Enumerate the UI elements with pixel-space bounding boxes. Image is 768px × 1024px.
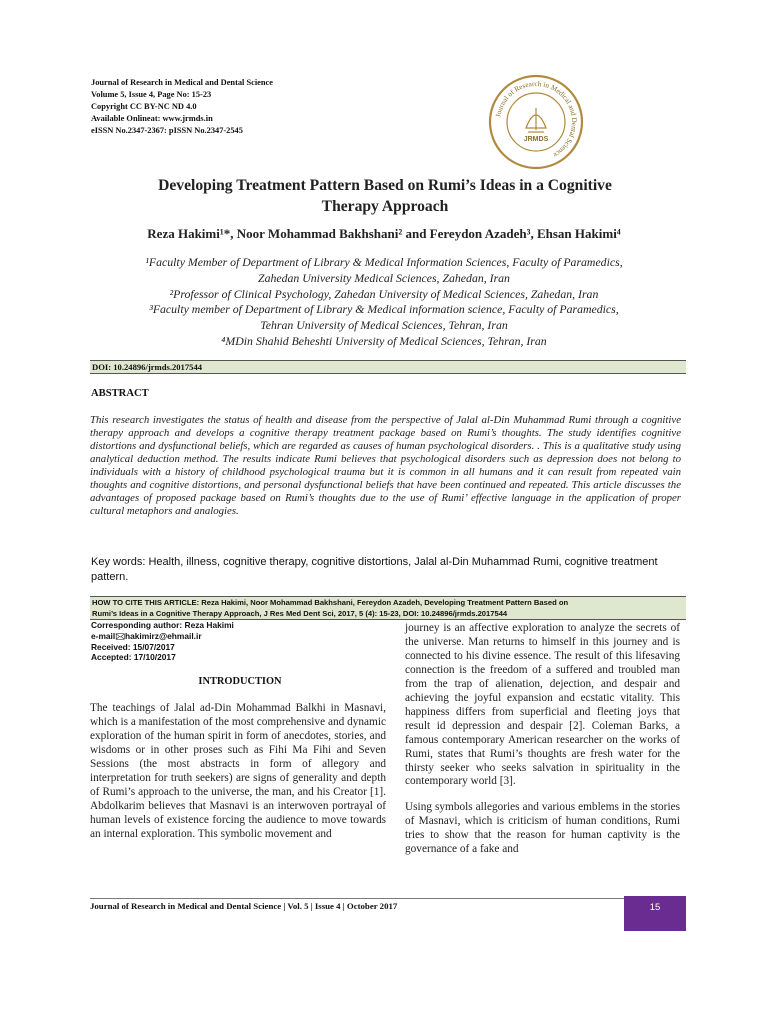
keywords-label: Key words: <box>91 556 146 568</box>
footer-divider <box>90 898 624 899</box>
journal-copyright: Copyright CC BY-NC ND 4.0 <box>91 102 197 111</box>
footer-journal-info: Journal of Research in Medical and Dental Science | Vol. 5 | Issue 4 | October 2017 <box>90 901 398 911</box>
citation-line-2: Rumi’s Ideas in a Cognitive Therapy Approach, J Res Med Dent Sci, 2017, 5 (4): 15-23, DOI: 10.24896/jrmds.2017544 <box>92 609 508 618</box>
seal-ring-text: Journal of Research in Medical and Dental Science <box>494 79 579 160</box>
body-column-right <box>405 622 680 857</box>
article-meta <box>91 620 391 663</box>
received-date: Received: 15/07/2017 <box>91 641 175 652</box>
page-number-box <box>624 896 686 931</box>
affiliations <box>60 255 708 350</box>
keywords-list: Health, illness, cognitive therapy, cognitive distortions, Jalal al-Din Muhammad Rumi, cognitive treatment pattern. <box>91 556 658 583</box>
citation-box <box>90 596 686 620</box>
article-title <box>90 175 680 217</box>
journal-info <box>91 77 471 137</box>
accepted-date: Accepted: 17/10/2017 <box>91 652 176 663</box>
intro-paragraph: journey is an affective exploration to analyze the secrets of the universe. Man returns to himself in this journey and is connected to his divine essence. The result of this lifesaving connection is the freedom of a suffered and troubled man from the trap of alienation, dejection, and despair and achieving the joyful expansion and ecstatic vitality. This happiness differs from superficial and fleeting joys that result id depression and despair [2]. Coleman Barks, a famous contemporary American researcher on the works of Rumi, states that Rumi’s thoughts are fresh water for the thirsty seeker who seeks salvation in spirituality in the contemporary world [3]. <box>405 622 680 788</box>
body-column-left <box>90 702 386 842</box>
journal-volume: Volume 5, Issue 4, Page No: 15-23 <box>91 90 212 99</box>
corresponding-author: Corresponding author: Reza Hakimi <box>91 620 234 630</box>
author-email[interactable]: e-mail🖂hakimirz@ehmail.ir <box>91 630 202 641</box>
journal-available-online: Available Onlineat: www.jrmds.in <box>91 114 213 123</box>
affiliation-line: Tehran University of Medical Sciences, Tehran, Iran <box>260 318 508 333</box>
abstract-heading: ABSTRACT <box>91 388 149 399</box>
citation-line-1: HOW TO CITE THIS ARTICLE: Reza Hakimi, Noor Mohammad Bakhshani, Fereydon Azadeh, Developing Treatment Pattern Based on <box>92 598 569 607</box>
intro-paragraph: The teachings of Jalal ad-Din Mohammad Balkhi in Masnavi, which is a manifestation of the most comprehensive and dynamic exploration of the human spirit in form of anecdotes, stories, and wisdoms or in other proses such as Fihi Ma Fihi and Seven Sessions (the most abstracts in form of allegory and interpretation for truth seekers) are signs of generality and depth of Rumi’s approach to the universe, the man, and his Creator [1]. Abdolkarim believes that Masnavi is an interwoven portrayal of human levels of existence forcing the audience to move towards an internal exploration. This symbolic movement and <box>90 702 386 840</box>
affiliation-line: ¹Faculty Member of Department of Library & Medical Information Sciences, Faculty of Paramedics, <box>145 255 623 269</box>
journal-seal-logo <box>486 72 586 172</box>
keywords <box>91 555 683 584</box>
seal-abbreviation: JRMDS <box>523 136 549 143</box>
affiliation-line: ³Faculty member of Department of Library & Medical information science, Faculty of Paramedics, <box>149 302 619 317</box>
affiliation-line: ²Professor of Clinical Psychology, Zahedan University of Medical Sciences, Zahedan, Iran <box>169 286 599 301</box>
affiliation-line: Zahedan University Medical Sciences, Zahedan, Iran <box>258 270 510 285</box>
author-list: Reza Hakimi¹*, Noor Mohammad Bakhshani² and Fereydon Azadeh³, Ehsan Hakimi⁴ <box>147 226 621 241</box>
title-line-2: Therapy Approach <box>321 198 449 215</box>
affiliation-line: ⁴MDin Shahid Beheshti University of Medical Sciences, Tehran, Iran <box>221 333 547 348</box>
journal-name: Journal of Research in Medical and Dental Science <box>91 78 273 87</box>
journal-issn: eISSN No.2347-2367: pISSN No.2347-2545 <box>91 126 243 135</box>
introduction-heading: INTRODUCTION <box>198 676 282 687</box>
intro-paragraph: Using symbols allegories and various emblems in the stories of Masnavi, which is criticism of human conditions, Rumi tries to show that the reason for human captivity is the governance of a fake and <box>405 801 680 856</box>
title-line-1: Developing Treatment Pattern Based on Rumi’s Ideas in a Cognitive <box>158 177 612 194</box>
doi-bar[interactable]: DOI: 10.24896/jrmds.2017544 <box>90 360 686 374</box>
abstract-text: This research investigates the status of health and disease from the perspective of Jalal al-Din Muhammad Rumi through a cognitive therapy approach and develops a cognitive therapy treatment package based on Rumi’s thoughts. The study identifies cognitive distortions and dysfunctional beliefs, which are regarded as causes of human psychological disorders. . This is a qualitative study using analytical deduction method. The results indicate Rumi believes that psychological disorders such as depression does not belong to individuals with a history of childhood psychological trauma but it is common in all humans and it can result from repeated vain thoughts and cognitive distortions, and personal dysfunctional beliefs that have been continued and repeated. This article discusses the advantages of proposed package based on Rumi’s thoughts due to the use of Rumi’ effective language in the application of proper cultural metaphors and analogies. <box>90 414 681 517</box>
page-number: 15 <box>649 902 661 913</box>
